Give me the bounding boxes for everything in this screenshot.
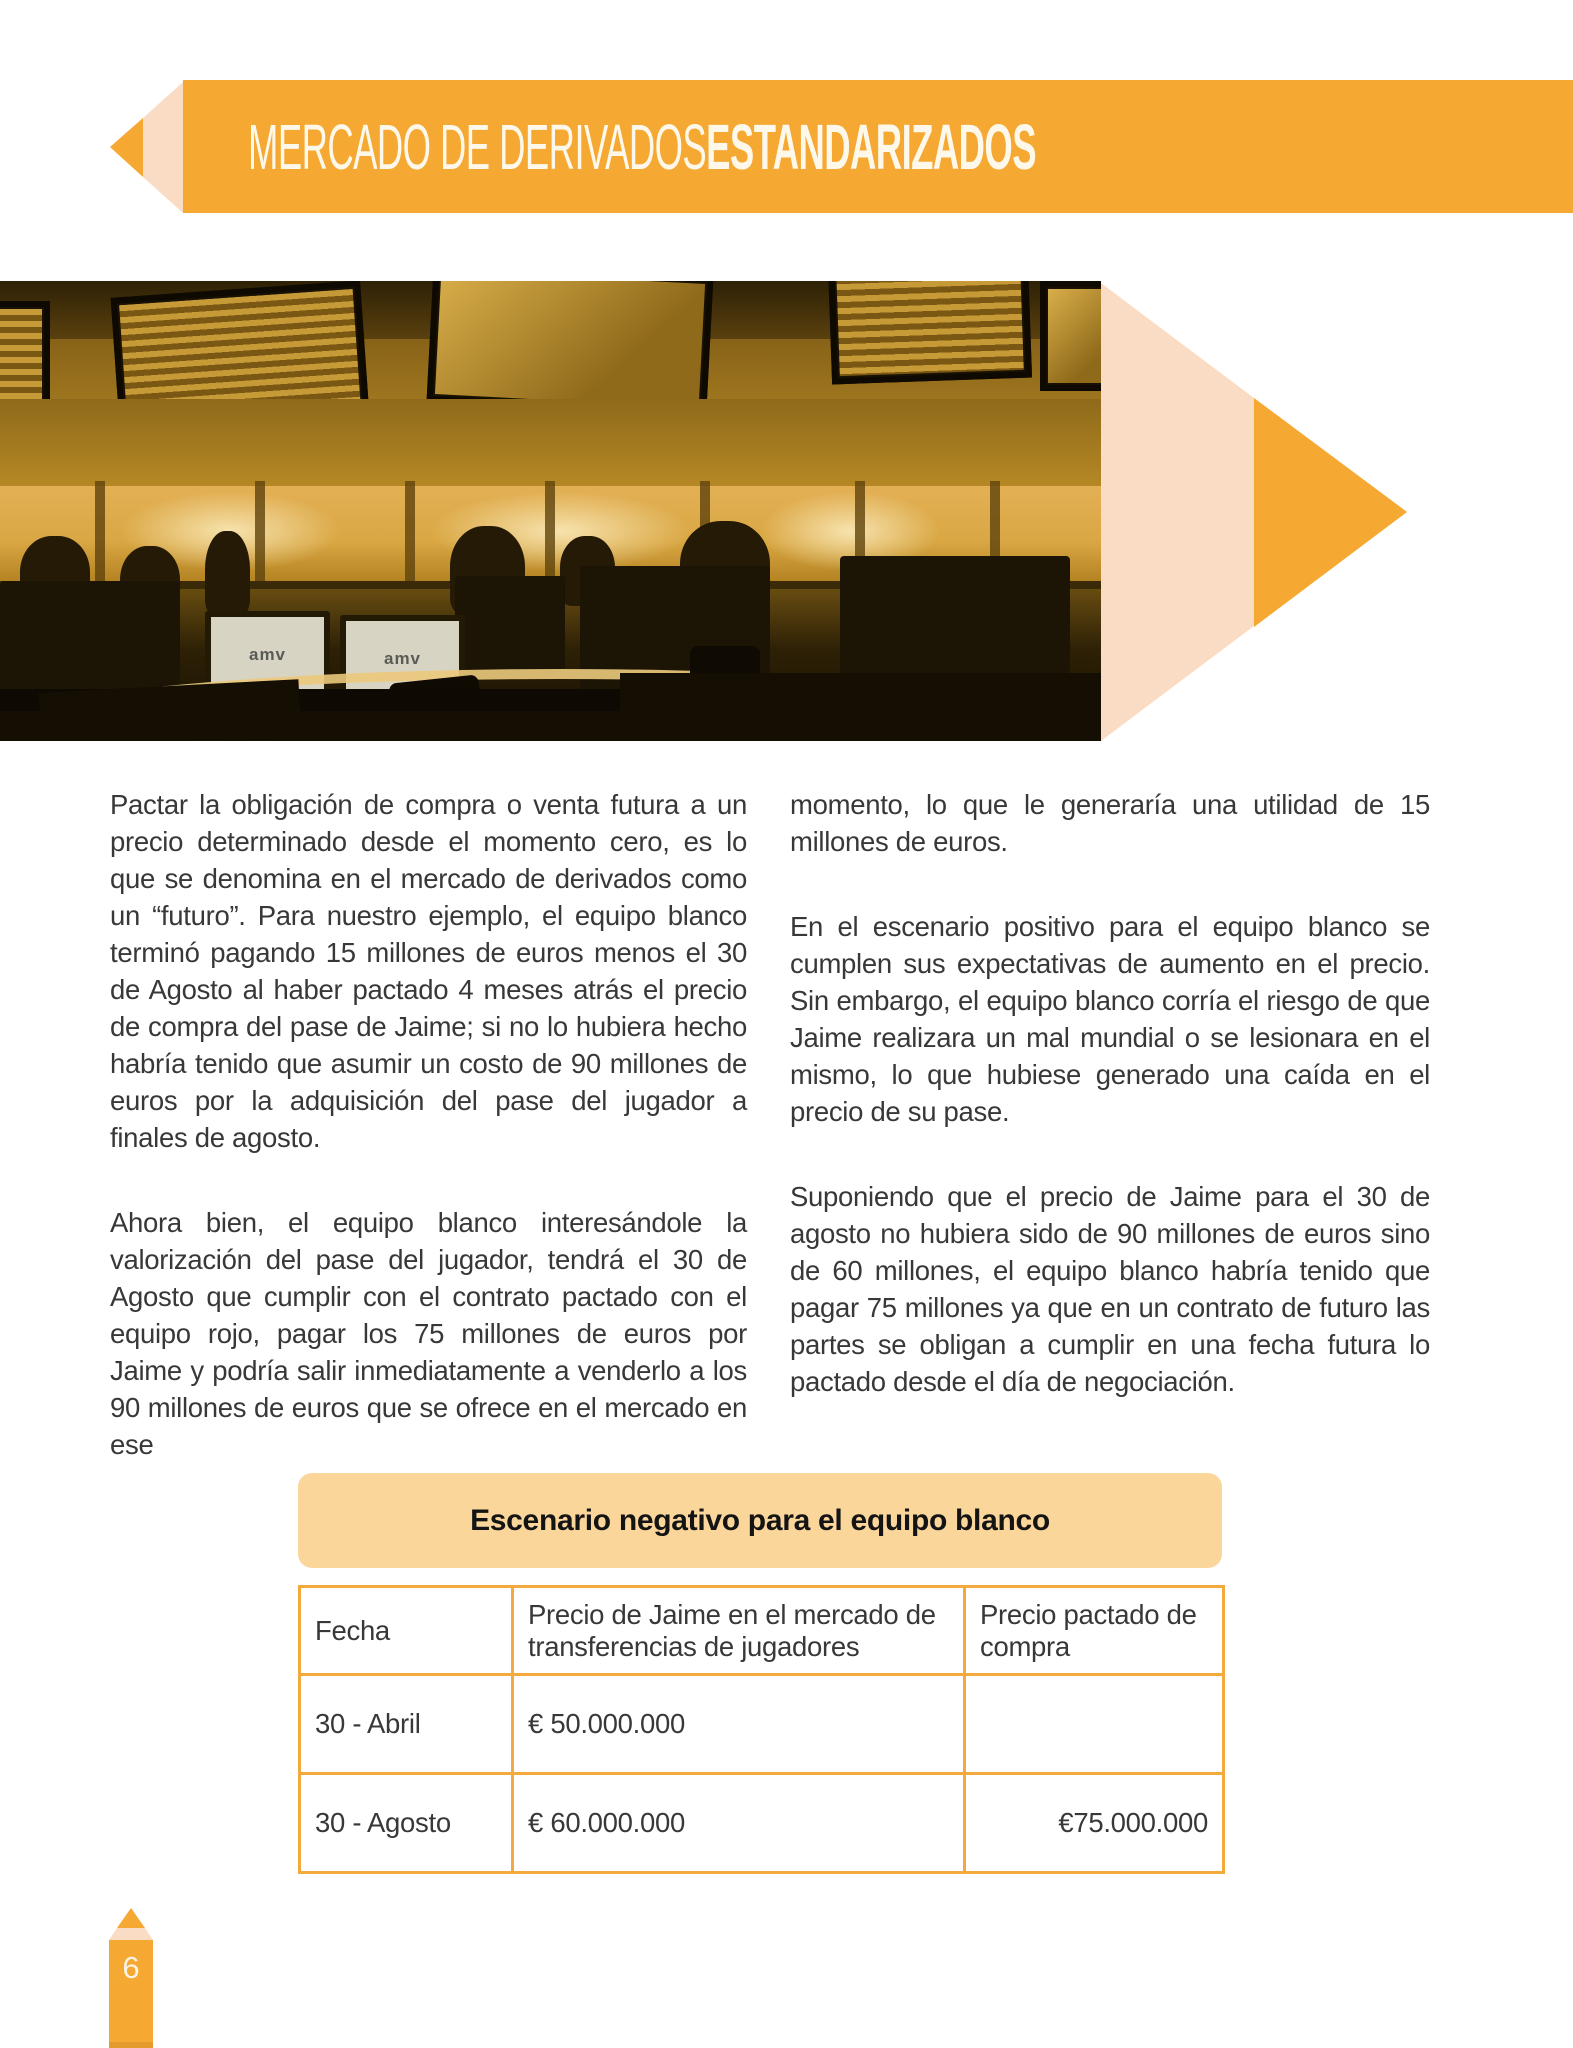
paragraph: Pactar la obligación de compra o venta futura a un precio determinado desde el momento cero, es lo que se denomina en el mercado de derivados como un “futuro”. Para nuestro ejemplo, el equipo blanco terminó pagando 15 millones de euros menos el 30 de Agosto al haber pactado 4 meses atrás el precio de compra del pase de Jaime; si no lo hubiera hecho habría tenido que asumir un costo de 90 millones de euros por la adquisición del pase del jugador a finales de agosto.: [110, 789, 747, 1153]
cell-precio-mercado: € 50.000.000: [513, 1675, 965, 1774]
col-header-fecha: Fecha: [300, 1587, 513, 1675]
pencil-bottom-cap: [109, 2042, 153, 2048]
trading-floor-photo: [0, 281, 1101, 741]
right-column: [790, 786, 1430, 1463]
scenario-table: [298, 1585, 1225, 1874]
paragraph: En el escenario positivo para el equipo blanco se cumplen sus expectativas de aumento en el precio. Sin embargo, el equipo blanco corría el riesgo de que Jaime realizara un mal mundial o se lesionara en el mismo, lo que hubiese generado una caída en el precio de su pase.: [790, 911, 1430, 1127]
header-banner: [183, 80, 1573, 213]
header-left-arrow-icon: [110, 82, 183, 213]
hanging-monitor: [1040, 281, 1101, 391]
cell-precio-mercado: € 60.000.000: [513, 1774, 965, 1873]
amv-logo: amv: [346, 621, 459, 697]
table-row: [300, 1774, 1224, 1873]
left-column: [110, 786, 747, 1463]
table-header-row: [300, 1587, 1224, 1675]
page-title-bold: ESTANDARIZADOS: [706, 110, 1036, 183]
desk-monitor-silhouette: [0, 581, 180, 691]
desk-monitor-silhouette: [455, 576, 565, 676]
hanging-monitor: [0, 301, 50, 411]
scenario-title-band: [298, 1473, 1222, 1568]
scenario-title: Escenario negativo para el equipo blanco: [470, 1503, 1050, 1537]
paragraph: Suponiendo que el precio de Jaime para el 30 de agosto no hubiera sido de 90 millones de euros sino de 60 millones, el equipo blanco habría tenido que pagar 75 millones ya que en un contrato de futuro las partes se obligan a cumplir en una fecha futura lo pactado desde el día de negociación.: [790, 1181, 1430, 1397]
page-title: [248, 80, 1036, 213]
paragraph: Ahora bien, el equipo blanco interesándole la valorización del pase del jugador, tendrá el 30 de Agosto que cumplir con el contrato pactado con el equipo rojo, pagar los 75 millones de euros por Jaime y podría salir inmediatamente a venderlo a los 90 millones de euros que se ofrece en el mercado en ese: [110, 1207, 747, 1460]
cell-precio-pactado: [965, 1675, 1224, 1774]
table-row: [300, 1675, 1224, 1774]
page-number: 6: [122, 1950, 140, 1985]
cell-precio-pactado: €75.000.000: [965, 1774, 1224, 1873]
photo-glass-wall: [0, 399, 1101, 494]
cell-fecha: 30 - Abril: [300, 1675, 513, 1774]
col-header-precio-pactado: Precio pactado de compra: [965, 1587, 1224, 1675]
hanging-monitor: [828, 281, 1032, 384]
page-title-regular: MERCADO DE DERIVADOS: [248, 110, 707, 183]
hanging-monitor: [427, 281, 714, 416]
paragraph: momento, lo que le generaría una utilidad de 15 millones de euros.: [790, 789, 1430, 857]
right-arrow-decoration-icon: [1101, 283, 1407, 741]
col-header-precio-mercado: Precio de Jaime en el mercado de transferencias de jugadores: [513, 1587, 965, 1675]
amv-logo: amv: [211, 617, 324, 693]
article-body: [110, 786, 1430, 1463]
cell-fecha: 30 - Agosto: [300, 1774, 513, 1873]
pencil-page-marker: [109, 1906, 153, 2048]
person-silhouette: [205, 531, 250, 616]
